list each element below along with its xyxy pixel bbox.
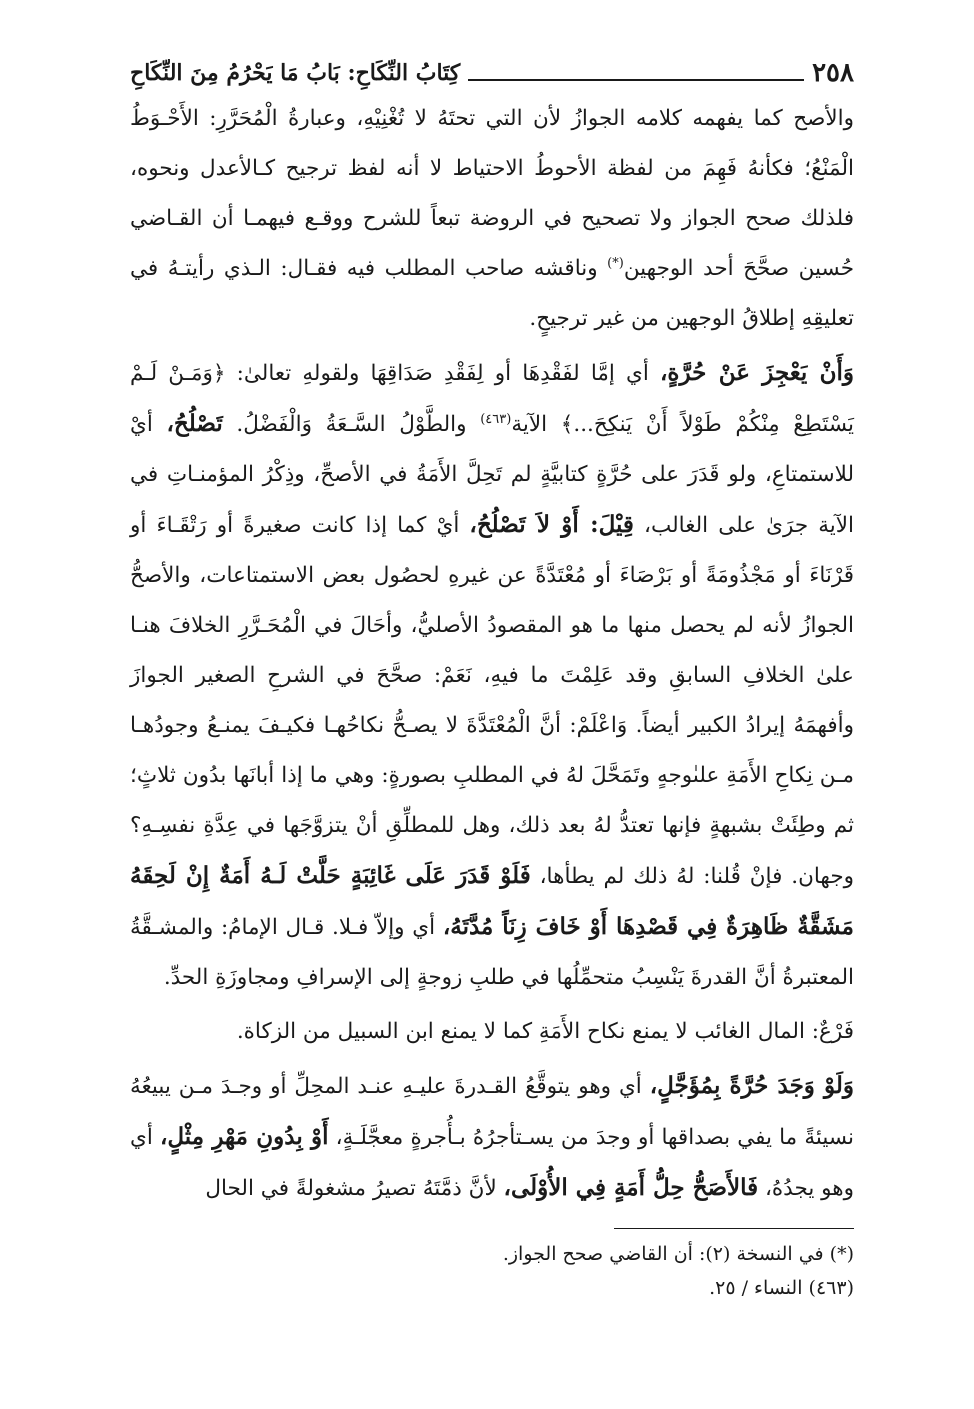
paragraph <box>130 1061 854 1214</box>
commentary-text: أي وهو يتوقَّعُ القـدرةَ عليـهِ عنـد المحِلِّ أو وجـدَ مـن يبيعُهُ نسيئةً ما يفي بصداقها أو وجدَ من يسـتأجرُهُ بـأُجرةٍ معجَّلَـةٍ، <box>130 1074 854 1150</box>
footnote-marker: (*) <box>607 255 624 271</box>
commentary-text: أي وإلاّ فـلا. قـال الإمامُ: والمشـقَّةُ المعتبرةُ أنَّ القدرةَ يَنْسِبُ متحمِّلُها في طلبِ زوجةٍ إلى الإسرافِ ومجاوزَةِ الحدِّ. <box>130 915 854 990</box>
footnote-rule <box>614 1228 854 1229</box>
running-header <box>130 58 854 94</box>
commentary-text: لأنَّ ذمَّتَهُ تصيرُ مشغولةً في الحال <box>205 1176 504 1201</box>
matn-text: وَلَوْ وَجَدَ حُرَّةً بِمُؤَجَّلٍ، <box>649 1072 854 1099</box>
commentary-text: أيْ للاستمتاعِ، ولو قَدَرَ على حُرَّةٍ كتابيَّةٍ لم تَحِلَّ الأَمَةُ في الأصحِّ، وذِكْرُ المؤمنـاتِ في الآية جرَىٰ على الغالب، <box>130 412 854 538</box>
footnotes <box>130 1237 854 1305</box>
commentary-text: أيْ كما إذا كانت صغيرةً أو رَتْقَـاءَ أو قَرْنَاءَ أو مَجْذُومَةً أو بَرْصَاءَ أو مُعْتَدَّةً عن غيرهِ لحصُول بعض الاستمتاعات، والأصحُّ الجوازُ لأنه لم يحصل منها ما هو المقصودُ الأصليُّ، وأحَالَ في الْمُحَـرَّرِ الخلافَ هنـا علىٰ الخلافِ السابقِ وقد عَلِمْتَ ما فيهِ، نَعَمْ: صحَّحَ في الشرحِ الصغير الجوازَ وأفهمَهُ إيرادُ الكبير أيضاً. وَاعْلَمْ: أنَّ الْمُعْتَدَّةَ لا يصـحُّ نكاحُهـا فكيـفَ يمنـعُ وجودُهـا مـن نِكاحِ الأَمَةِ علىٰوجهٍ وتَمَحَّلَ لهُ في المطلبِ بصورةٍ: وهي ما إذا أبانَها بدُون ثلاثٍ؛ ثم وطِئَتْ بشبهةٍ فإنها تعتدُّ لهُ بعد ذلك، وهل للمطلِّقِ أنْ يتزوَّجَها في عِدَّةِ نفسِـهِ؟ وجهان. فإنْ قُلنا: لهُ ذلك لم يطأها، <box>130 513 854 889</box>
footnote: (٤٦٣) النساء / ٢٥. <box>709 1277 854 1299</box>
matn-text: أَوْ بِدُونِ مَهْرِ مِثْلٍ، <box>159 1123 329 1150</box>
header-rule <box>468 79 804 81</box>
commentary-text: فَرْعٌ: المال الغائب لا يمنع نكاح الأَمَةِ كما لا يمنع ابن السبيل من الزكاة. <box>236 1019 854 1044</box>
page-number: ٢٥٨ <box>812 58 854 88</box>
footnote: (*) في النسخة (٢): أن القاضي صحح الجواز. <box>502 1243 854 1265</box>
matn-text: فَلَوْ قَدَرَ عَلَى غَائِبَةٍ حَلَّتْ لَـهُ أَمَةٌ إِنْ لَحِقَهُ مَشَقَّةٌ ظَاهِرَةٌ فِي قَصْدِهَا أَوْ خَافَ زِنَاً مُدَّتَهُ، <box>130 862 854 940</box>
commentary-text: أي وهو يجدُهُ، <box>130 1125 854 1201</box>
matn-text: قِيْلَ: أَوْ لاَ تَصْلُحُ، <box>469 511 634 538</box>
main-text <box>130 94 854 1214</box>
paragraph <box>130 348 854 1003</box>
commentary-text: والأصح كما يفهمه كلامه الجوازُ لأن التي تحتَهُ لا تُغْنِيْهِ، وعبارةُ الْمُحَرَّرِ: الأَحْـوَطُ الْمَنْعُ؛ فكأنهُ فَهِمَ من لفظة الأحوطُ الاحتياط لا أنه لفظ ترجيح كـالأعدل ونحوه، فلذلك صحح الجواز ولا تصحيح في الروضة تبعاً للشرح ووقـع فيهمـا أن القـاضي حُسين صحَّحَ أحد الوجهين <box>130 106 854 281</box>
matn-text: تَصْلُحُ، <box>166 410 223 437</box>
matn-text: وَأَنْ يَعْجِزَ عَنْ حُرَّةٍ، <box>659 359 854 386</box>
footnote-marker: (٤٦٣) <box>480 411 512 427</box>
matn-text: فَالأَصَحُّ حِلُّ أَمَةٍ فِي الأُوْلَى، <box>503 1174 759 1201</box>
running-title: كِتَابُ النِّكَاحِ: بَابُ مَا يَحْرُمُ مِنَ النِّكَاحِ <box>130 60 461 86</box>
commentary-text: والطَّوْلُ السَّـعَةُ وَالْفَضْلُ. <box>222 412 481 437</box>
paragraph <box>130 1007 854 1057</box>
paragraph <box>130 94 854 344</box>
commentary-text: وناقشه صاحب المطلب فيه فقـال: الـذي رأيتـهُ في تعليقِهِ إطلاقُ الوجهين من غير ترجيحٍ. <box>130 256 854 331</box>
commentary-text: أي إمَّا لفَقْدِهَا أو لِفَقْدِ صَدَاقِهَا ولقولهِ تعالىٰ: ﴿وَمَـنْ لَـمْ يَسْتَطِعْ مِنْكُمْ طَوْلاً أَنْ يَنكِحَ...﴾ الآية <box>130 361 855 437</box>
